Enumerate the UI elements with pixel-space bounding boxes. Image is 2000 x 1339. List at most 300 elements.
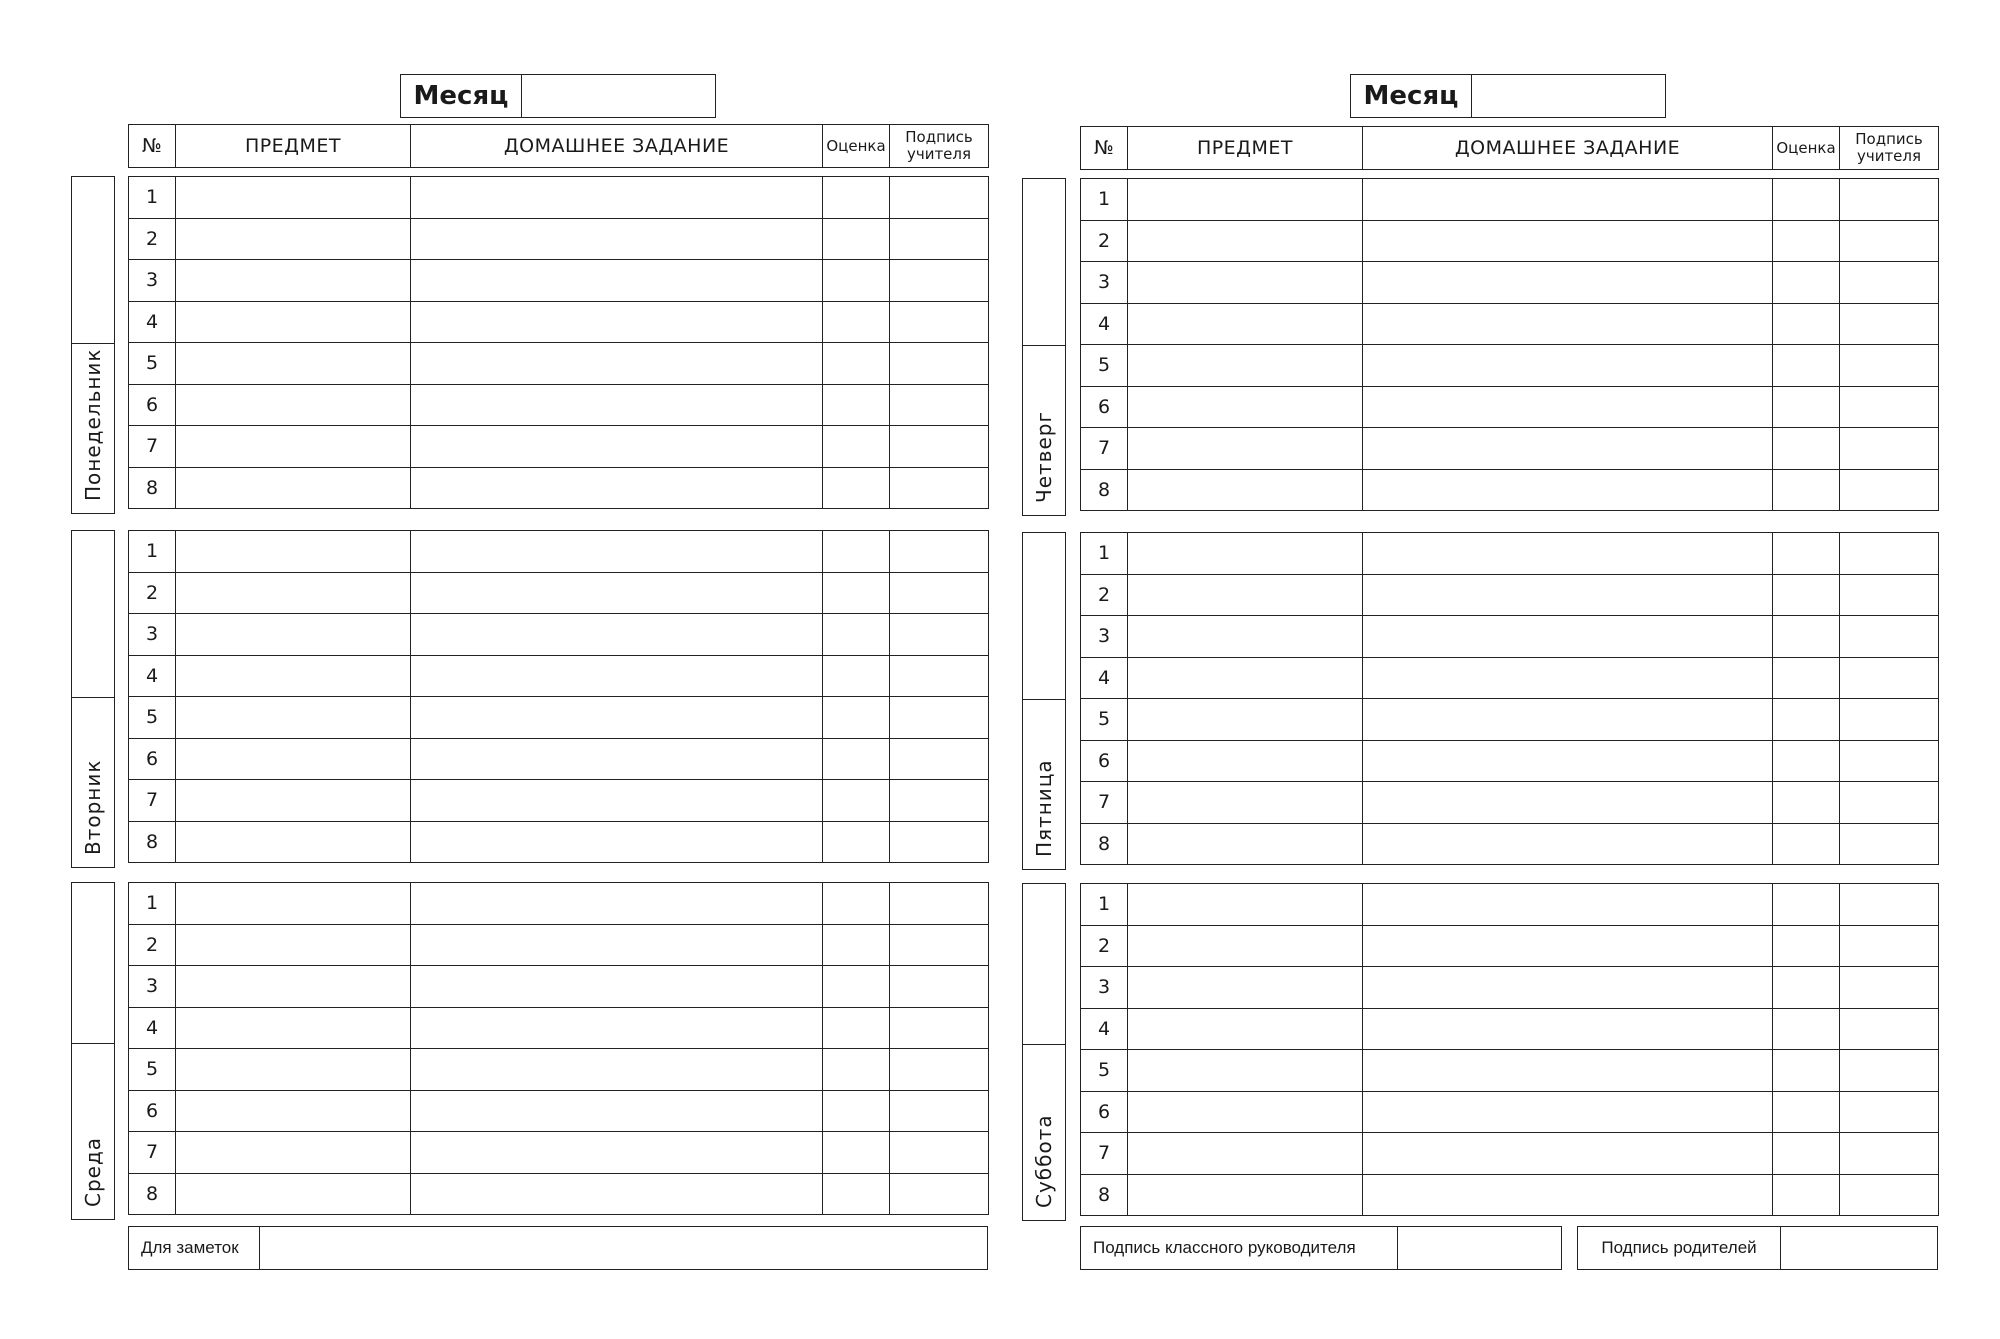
grade-cell[interactable]: [823, 1090, 890, 1132]
teacher-signature-cell[interactable]: [1840, 657, 1939, 699]
teacher-signature-cell[interactable]: [1840, 782, 1939, 824]
grade-cell[interactable]: [823, 924, 890, 966]
header-grade: Оценка: [823, 125, 890, 168]
lesson-number: 6: [129, 738, 176, 780]
teacher-signature-cell[interactable]: [890, 572, 989, 614]
homework-cell[interactable]: [1363, 428, 1773, 470]
header-teacher-signature: Подпись учителя: [890, 125, 989, 168]
notes-field: [260, 1227, 987, 1269]
teacher-signature-cell[interactable]: [890, 426, 989, 468]
teacher-signature-cell[interactable]: [890, 1007, 989, 1049]
homework-cell[interactable]: [411, 1132, 823, 1174]
homework-cell[interactable]: [411, 531, 823, 573]
subject-cell[interactable]: [176, 924, 411, 966]
homework-cell[interactable]: [1363, 740, 1773, 782]
grade-cell[interactable]: [823, 260, 890, 302]
subject-cell[interactable]: [1128, 262, 1363, 304]
lesson-row: [1081, 574, 1939, 616]
month-input[interactable]: [532, 84, 715, 109]
homework-cell[interactable]: [1363, 967, 1773, 1009]
lesson-number: 2: [129, 218, 176, 260]
day-label-friday: [1022, 532, 1066, 870]
class-teacher-signature-box: [1080, 1226, 1562, 1270]
grade-cell[interactable]: [1773, 345, 1840, 387]
subject-cell[interactable]: [1128, 574, 1363, 616]
month-label: Месяц: [401, 75, 522, 117]
lesson-row: [1081, 1008, 1939, 1050]
parents-signature-box: [1577, 1226, 1938, 1270]
subject-cell[interactable]: [176, 426, 411, 468]
notes-input[interactable]: [260, 1227, 991, 1271]
subject-cell[interactable]: [1128, 179, 1363, 221]
lesson-row: [129, 655, 989, 697]
homework-cell[interactable]: [411, 780, 823, 822]
grade-cell[interactable]: [823, 655, 890, 697]
teacher-signature-cell[interactable]: [1840, 823, 1939, 865]
right-page: [1000, 0, 2000, 1339]
homework-cell[interactable]: [1363, 1133, 1773, 1175]
subject-cell[interactable]: [1128, 699, 1363, 741]
lesson-number: 7: [1081, 1133, 1128, 1175]
homework-cell[interactable]: [411, 177, 823, 219]
subject-cell[interactable]: [176, 614, 411, 656]
homework-cell[interactable]: [411, 614, 823, 656]
subject-cell[interactable]: [1128, 386, 1363, 428]
teacher-signature-cell[interactable]: [890, 384, 989, 426]
teacher-signature-cell[interactable]: [890, 343, 989, 385]
class-teacher-signature-field: [1398, 1227, 1561, 1269]
grade-cell[interactable]: [823, 177, 890, 219]
day-name: Понедельник: [81, 348, 105, 501]
day-table-saturday: [1080, 883, 1939, 1216]
grade-cell[interactable]: [1773, 925, 1840, 967]
day-name: Пятница: [1032, 759, 1056, 857]
lesson-number: 1: [129, 177, 176, 219]
subject-cell[interactable]: [176, 572, 411, 614]
teacher-signature-cell[interactable]: [1840, 220, 1939, 262]
parents-signature-input[interactable]: [1781, 1227, 1941, 1271]
subject-cell[interactable]: [176, 1049, 411, 1091]
lesson-row: [129, 301, 989, 343]
header-homework: ДОМАШНЕЕ ЗАДАНИЕ: [1363, 127, 1773, 170]
lesson-number: 4: [1081, 303, 1128, 345]
grade-cell[interactable]: [823, 426, 890, 468]
parents-signature-label: Подпись родителей: [1578, 1227, 1781, 1269]
column-header: [1080, 126, 1939, 170]
teacher-signature-cell[interactable]: [1840, 699, 1939, 741]
lesson-number: 3: [129, 260, 176, 302]
grade-cell[interactable]: [823, 1049, 890, 1091]
teacher-signature-cell[interactable]: [890, 1132, 989, 1174]
homework-cell[interactable]: [411, 426, 823, 468]
subject-cell[interactable]: [176, 1132, 411, 1174]
day-name: Вторник: [81, 759, 105, 855]
homework-cell[interactable]: [411, 966, 823, 1008]
grade-cell[interactable]: [823, 343, 890, 385]
lesson-row: [1081, 386, 1939, 428]
grade-cell[interactable]: [823, 614, 890, 656]
grade-cell[interactable]: [823, 531, 890, 573]
grade-cell[interactable]: [1773, 220, 1840, 262]
lesson-row: [129, 177, 989, 219]
subject-cell[interactable]: [1128, 925, 1363, 967]
grade-cell[interactable]: [823, 301, 890, 343]
homework-cell[interactable]: [411, 738, 823, 780]
homework-cell[interactable]: [411, 1173, 823, 1215]
grade-cell[interactable]: [1773, 823, 1840, 865]
header-grade: Оценка: [1773, 127, 1840, 170]
teacher-signature-cell[interactable]: [1840, 616, 1939, 658]
teacher-signature-cell[interactable]: [890, 883, 989, 925]
day-name: Четверг: [1032, 411, 1056, 503]
lesson-number: 6: [129, 1090, 176, 1132]
lesson-number: 2: [1081, 220, 1128, 262]
notes-label: Для заметок: [129, 1227, 260, 1269]
subject-cell[interactable]: [176, 177, 411, 219]
month-box-left: [400, 74, 716, 118]
lesson-row: [129, 1132, 989, 1174]
grade-cell[interactable]: [1773, 782, 1840, 824]
lesson-number: 4: [129, 301, 176, 343]
teacher-signature-cell[interactable]: [1840, 574, 1939, 616]
homework-cell[interactable]: [411, 1090, 823, 1132]
homework-cell[interactable]: [411, 301, 823, 343]
homework-cell[interactable]: [1363, 574, 1773, 616]
grade-cell[interactable]: [1773, 1008, 1840, 1050]
grade-cell[interactable]: [1773, 967, 1840, 1009]
grade-cell[interactable]: [1773, 740, 1840, 782]
teacher-signature-cell[interactable]: [1840, 1133, 1939, 1175]
lesson-row: [129, 218, 989, 260]
teacher-signature-cell[interactable]: [890, 531, 989, 573]
subject-cell[interactable]: [1128, 740, 1363, 782]
lesson-row: [1081, 1050, 1939, 1092]
lesson-number: 8: [1081, 1174, 1128, 1216]
subject-cell[interactable]: [1128, 428, 1363, 470]
subject-cell[interactable]: [176, 218, 411, 260]
lesson-row: [1081, 925, 1939, 967]
teacher-signature-cell[interactable]: [890, 655, 989, 697]
subject-cell[interactable]: [176, 966, 411, 1008]
grade-cell[interactable]: [823, 218, 890, 260]
teacher-signature-cell[interactable]: [1840, 303, 1939, 345]
teacher-signature-cell[interactable]: [1840, 1091, 1939, 1133]
lesson-number: 3: [1081, 616, 1128, 658]
grade-cell[interactable]: [823, 467, 890, 509]
homework-cell[interactable]: [1363, 303, 1773, 345]
grade-cell[interactable]: [823, 966, 890, 1008]
teacher-signature-cell[interactable]: [1840, 428, 1939, 470]
lesson-number: 6: [129, 384, 176, 426]
grade-cell[interactable]: [1773, 616, 1840, 658]
subject-cell[interactable]: [1128, 1050, 1363, 1092]
lesson-number: 7: [1081, 428, 1128, 470]
lesson-row: [129, 614, 989, 656]
lesson-number: 8: [1081, 469, 1128, 511]
grade-cell[interactable]: [1773, 884, 1840, 926]
teacher-signature-cell[interactable]: [890, 301, 989, 343]
lesson-number: 4: [129, 1007, 176, 1049]
day-table-wednesday: [128, 882, 989, 1215]
grade-cell[interactable]: [1773, 657, 1840, 699]
lesson-row: [1081, 303, 1939, 345]
grade-cell[interactable]: [1773, 699, 1840, 741]
lesson-number: 2: [129, 572, 176, 614]
grade-cell[interactable]: [823, 384, 890, 426]
lesson-rows: [1081, 533, 1939, 865]
homework-cell[interactable]: [411, 655, 823, 697]
lesson-row: [1081, 345, 1939, 387]
day-table-tuesday: [128, 530, 989, 863]
teacher-signature-cell[interactable]: [890, 966, 989, 1008]
lesson-number: 2: [1081, 574, 1128, 616]
subject-cell[interactable]: [1128, 823, 1363, 865]
subject-cell[interactable]: [1128, 1008, 1363, 1050]
subject-cell[interactable]: [176, 467, 411, 509]
teacher-signature-cell[interactable]: [1840, 884, 1939, 926]
teacher-signature-cell[interactable]: [1840, 469, 1939, 511]
subject-cell[interactable]: [1128, 1133, 1363, 1175]
homework-cell[interactable]: [1363, 469, 1773, 511]
homework-cell[interactable]: [1363, 884, 1773, 926]
lesson-row: [129, 426, 989, 468]
lesson-number: 1: [1081, 533, 1128, 575]
grade-cell[interactable]: [823, 1007, 890, 1049]
homework-cell[interactable]: [411, 821, 823, 863]
subject-cell[interactable]: [176, 1090, 411, 1132]
subject-cell[interactable]: [1128, 345, 1363, 387]
subject-cell[interactable]: [176, 821, 411, 863]
subject-cell[interactable]: [1128, 657, 1363, 699]
lesson-row: [129, 260, 989, 302]
lesson-row: [1081, 782, 1939, 824]
subject-cell[interactable]: [176, 655, 411, 697]
lesson-rows: [129, 531, 989, 863]
lesson-row: [1081, 1174, 1939, 1216]
grade-cell[interactable]: [823, 821, 890, 863]
day-label-thursday: [1022, 178, 1066, 516]
lesson-number: 8: [129, 1173, 176, 1215]
homework-cell[interactable]: [1363, 616, 1773, 658]
subject-cell[interactable]: [176, 301, 411, 343]
lesson-row: [1081, 699, 1939, 741]
grade-cell[interactable]: [1773, 1133, 1840, 1175]
homework-cell[interactable]: [411, 1007, 823, 1049]
subject-cell[interactable]: [1128, 884, 1363, 926]
subject-cell[interactable]: [1128, 220, 1363, 262]
homework-cell[interactable]: [411, 924, 823, 966]
grade-cell[interactable]: [1773, 469, 1840, 511]
month-input[interactable]: [1482, 84, 1665, 109]
lesson-row: [129, 1090, 989, 1132]
teacher-signature-cell[interactable]: [1840, 262, 1939, 304]
lesson-number: 6: [1081, 1091, 1128, 1133]
subject-cell[interactable]: [176, 780, 411, 822]
lesson-number: 6: [1081, 386, 1128, 428]
lesson-row: [1081, 967, 1939, 1009]
grade-cell[interactable]: [823, 1173, 890, 1215]
teacher-signature-cell[interactable]: [890, 467, 989, 509]
subject-cell[interactable]: [176, 738, 411, 780]
lesson-row: [1081, 1133, 1939, 1175]
teacher-signature-cell[interactable]: [890, 1049, 989, 1091]
subject-cell[interactable]: [176, 1007, 411, 1049]
header-homework: ДОМАШНЕЕ ЗАДАНИЕ: [411, 125, 823, 168]
grade-cell[interactable]: [823, 738, 890, 780]
homework-cell[interactable]: [1363, 1050, 1773, 1092]
homework-cell[interactable]: [1363, 533, 1773, 575]
header-num: №: [129, 125, 176, 168]
grade-cell[interactable]: [1773, 533, 1840, 575]
lesson-rows: [129, 883, 989, 1215]
grade-cell[interactable]: [1773, 262, 1840, 304]
grade-cell[interactable]: [823, 1132, 890, 1174]
teacher-signature-cell[interactable]: [1840, 1008, 1939, 1050]
grade-cell[interactable]: [1773, 1091, 1840, 1133]
teacher-signature-cell[interactable]: [1840, 740, 1939, 782]
subject-cell[interactable]: [1128, 616, 1363, 658]
homework-cell[interactable]: [1363, 262, 1773, 304]
subject-cell[interactable]: [1128, 782, 1363, 824]
lesson-row: [1081, 823, 1939, 865]
grade-cell[interactable]: [823, 883, 890, 925]
teacher-signature-cell[interactable]: [1840, 179, 1939, 221]
lesson-row: [1081, 179, 1939, 221]
grade-cell[interactable]: [1773, 1050, 1840, 1092]
subject-cell[interactable]: [1128, 1174, 1363, 1216]
grade-cell[interactable]: [1773, 303, 1840, 345]
homework-cell[interactable]: [1363, 1008, 1773, 1050]
grade-cell[interactable]: [1773, 574, 1840, 616]
homework-cell[interactable]: [411, 1049, 823, 1091]
teacher-signature-cell[interactable]: [890, 614, 989, 656]
homework-cell[interactable]: [411, 572, 823, 614]
grade-cell[interactable]: [1773, 179, 1840, 221]
homework-cell[interactable]: [1363, 220, 1773, 262]
teacher-signature-cell[interactable]: [890, 1173, 989, 1215]
teacher-signature-cell[interactable]: [1840, 1174, 1939, 1216]
lesson-number: 5: [129, 697, 176, 739]
grade-cell[interactable]: [1773, 1174, 1840, 1216]
teacher-signature-cell[interactable]: [890, 177, 989, 219]
month-value: [522, 75, 715, 117]
homework-cell[interactable]: [1363, 1091, 1773, 1133]
teacher-signature-cell[interactable]: [1840, 1050, 1939, 1092]
teacher-signature-cell[interactable]: [890, 260, 989, 302]
lesson-rows: [129, 177, 989, 509]
lesson-number: 4: [1081, 1008, 1128, 1050]
teacher-signature-cell[interactable]: [890, 1090, 989, 1132]
lesson-number: 5: [129, 343, 176, 385]
lesson-row: [1081, 428, 1939, 470]
subject-cell[interactable]: [1128, 469, 1363, 511]
homework-cell[interactable]: [411, 218, 823, 260]
grade-cell[interactable]: [1773, 428, 1840, 470]
day-label-monday: [71, 176, 115, 514]
header-num: №: [1081, 127, 1128, 170]
lesson-row: [129, 531, 989, 573]
teacher-signature-cell[interactable]: [1840, 967, 1939, 1009]
subject-cell[interactable]: [176, 531, 411, 573]
lesson-row: [129, 924, 989, 966]
lesson-number: 2: [1081, 925, 1128, 967]
day-name: Суббота: [1032, 1114, 1056, 1208]
homework-cell[interactable]: [1363, 925, 1773, 967]
teacher-signature-cell[interactable]: [1840, 533, 1939, 575]
lesson-row: [129, 780, 989, 822]
lesson-number: 7: [129, 426, 176, 468]
day-table-thursday: [1080, 178, 1939, 511]
subject-cell[interactable]: [1128, 533, 1363, 575]
lesson-number: 5: [1081, 345, 1128, 387]
lesson-number: 5: [1081, 699, 1128, 741]
teacher-signature-cell[interactable]: [1840, 386, 1939, 428]
column-header: [128, 124, 989, 168]
homework-cell[interactable]: [411, 883, 823, 925]
teacher-signature-cell[interactable]: [890, 780, 989, 822]
subject-cell[interactable]: [1128, 1091, 1363, 1133]
teacher-signature-cell[interactable]: [1840, 925, 1939, 967]
homework-cell[interactable]: [1363, 345, 1773, 387]
lesson-row: [1081, 616, 1939, 658]
teacher-signature-cell[interactable]: [890, 738, 989, 780]
class-teacher-signature-input[interactable]: [1398, 1227, 1565, 1271]
subject-cell[interactable]: [176, 1173, 411, 1215]
lesson-number: 8: [1081, 823, 1128, 865]
homework-cell[interactable]: [1363, 657, 1773, 699]
lesson-number: 5: [129, 1049, 176, 1091]
subject-cell[interactable]: [176, 697, 411, 739]
teacher-signature-cell[interactable]: [890, 218, 989, 260]
subject-cell[interactable]: [176, 883, 411, 925]
homework-cell[interactable]: [1363, 1174, 1773, 1216]
grade-cell[interactable]: [823, 572, 890, 614]
homework-cell[interactable]: [1363, 179, 1773, 221]
grade-cell[interactable]: [823, 697, 890, 739]
subject-cell[interactable]: [1128, 967, 1363, 1009]
lesson-number: 5: [1081, 1050, 1128, 1092]
header-subject: ПРЕДМЕТ: [176, 125, 411, 168]
grade-cell[interactable]: [823, 780, 890, 822]
lesson-number: 7: [129, 780, 176, 822]
day-table-monday: [128, 176, 989, 509]
teacher-signature-cell[interactable]: [890, 924, 989, 966]
homework-cell[interactable]: [411, 467, 823, 509]
lesson-row: [129, 697, 989, 739]
month-label: Месяц: [1351, 75, 1472, 117]
homework-cell[interactable]: [1363, 823, 1773, 865]
teacher-signature-cell[interactable]: [890, 697, 989, 739]
lesson-row: [1081, 1091, 1939, 1133]
subject-cell[interactable]: [176, 343, 411, 385]
subject-cell[interactable]: [176, 384, 411, 426]
teacher-signature-cell[interactable]: [1840, 345, 1939, 387]
homework-cell[interactable]: [411, 260, 823, 302]
subject-cell[interactable]: [1128, 303, 1363, 345]
homework-cell[interactable]: [411, 343, 823, 385]
homework-cell[interactable]: [1363, 386, 1773, 428]
homework-cell[interactable]: [1363, 699, 1773, 741]
notes-box: [128, 1226, 988, 1270]
lesson-number: 1: [129, 531, 176, 573]
homework-cell[interactable]: [411, 384, 823, 426]
teacher-signature-cell[interactable]: [890, 821, 989, 863]
subject-cell[interactable]: [176, 260, 411, 302]
grade-cell[interactable]: [1773, 386, 1840, 428]
homework-cell[interactable]: [1363, 782, 1773, 824]
day-name: Среда: [81, 1136, 105, 1207]
homework-cell[interactable]: [411, 697, 823, 739]
